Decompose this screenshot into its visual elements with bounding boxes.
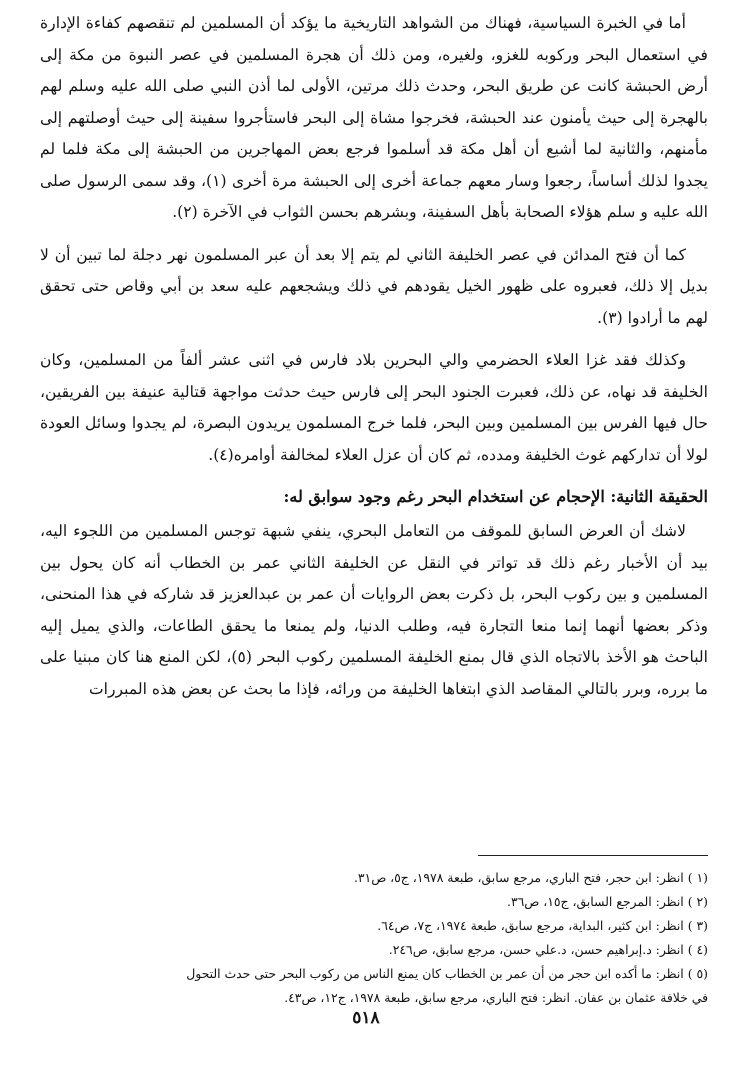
footnote-number: (٣ )	[687, 918, 708, 933]
footnote-separator	[478, 855, 708, 856]
footnote-text: انظر: ابن كثير، البداية، مرجع سابق، طبعة ١٩٧٤، ج٧، ص٦٤.	[377, 918, 684, 933]
footnote-text: انظر: د.إبراهيم حسن، د.علي حسن، مرجع سابق، ص٢٤٦.	[388, 942, 684, 957]
footnote-text: انظر: المرجع السابق، ج١٥، ص٣٦.	[507, 894, 684, 909]
footnote-number: (١ )	[687, 870, 708, 885]
footnote-3	[40, 914, 708, 938]
paragraph-3: وكذلك فقد غزا العلاء الحضرمي والي البحرين بلاد فارس في اثنى عشر ألفاً من المسلمين، وكان الخليفة قد نهاه، عن ذلك، فعبرت الجنود البحر إلى فارس حيث حدثت مواجهة قتالية عنيفة بين الفريقين، حال فيها الفرس بين المسلمين وبين البحر، فلما خرج المسلمون يريدون البصرة، لم يجدوا وسائل العودة لولا أن تداركهم غوث الخليفة ومدده، ثم كان أن عزل العلاء لمخالفة أوامره(٤).	[40, 351, 708, 464]
paragraph-4: لاشك أن العرض السابق للموقف من التعامل البحري، ينفي شبهة توجس المسلمين من اللجوء اليه، بيد أن الأخبار رغم ذلك قد تواتر في النقل عن الخليفة الثاني عمر بن الخطاب أنه كان يحول بين المسلمين و بين ركوب البحر، بل ذكرت بعض الروايات أن عمر بن عبدالعزيز قد شاركه في هذا المنحنى، وذكر بعضها أنهما إنما منعا التجارة فيه، وطلب الدنيا، ولم يمنعا ما يحقق الطاعات، والذي يميل إليه الباحث هو الأخذ بالاتجاه الذي قال بمنع الخليفة المسلمين ركوب البحر (٥)، لكن المنع هنا كان مبنيا على ما برره، وبرر بالتالي المقاصد الذي ابتغاها الخليفة من ورائه، فإذا ما بحث عن بعض هذه المبررات	[40, 522, 708, 698]
paragraph-1: أما في الخبرة السياسية، فهناك من الشواهد التاريخية ما يؤكد أن المسلمين لم تنقصهم كفاءة الإدارة في استعمال البحر وركوبه للغزو، ولغيره، ومن ذلك أن هجرة المسلمين في عصر النبوة من مكة إلى أرض الحبشة كانت عن طريق البحر، وحدث ذلك مرتين، الأولى لما أذن النبي صلى الله عليه وسلم لهم بالهجرة إلى حيث يأمنون عند الحبشة، فخرجوا مشاة إلى البحر فاستأجروا سفينة إلى حيث أوصلتهم إلى مأمنهم، والثانية لما أشيع أن أهل مكة قد أسلموا فرجع بعض المهاجرين من الحبشة إلى مكة فلما لم يجدوا لذلك أساساً، رجعوا وسار معهم جماعة أخرى إلى الحبشة مرة أخرى (١)، وقد سمى الرسول صلى الله عليه و سلم هؤلاء الصحابة بأهل السفينة، وبشرهم بحسن الثواب في الآخرة (٢).	[40, 14, 709, 221]
footnotes	[40, 866, 708, 1010]
footnote-number: (٢ )	[687, 894, 708, 909]
main-text	[40, 8, 708, 716]
footnote-number: (٥ )	[687, 966, 708, 981]
footnote-2	[40, 890, 708, 914]
footnote-4	[40, 938, 708, 962]
footnote-text: انظر: ابن حجر، فتح الباري، مرجع سابق، طبعة ١٩٧٨، ج٥، ص٣١.	[353, 870, 684, 885]
section-heading: الحقيقة الثانية: الإحجام عن استخدام البحر رغم وجود سوابق له:	[283, 487, 708, 506]
footnote-number: (٤ )	[687, 942, 708, 957]
footnote-5-continuation: في خلافة عثمان بن عفان. انظر: فتح الباري، مرجع سابق، طبعة ١٩٧٨، ج١٢، ص٤٣.	[284, 990, 708, 1005]
page-number: ٥١٨	[352, 1008, 380, 1028]
footnote-1	[40, 866, 708, 890]
footnote-text: انظر: ما أكده ابن حجر من أن عمر بن الخطاب كان يمنع الناس من ركوب البحر حتى حدث التحول	[186, 966, 684, 981]
paragraph-2: كما أن فتح المدائن في عصر الخليفة الثاني لم يتم إلا بعد أن عبر المسلمون نهر دجلة لما تبين أن لا بديل إلا ذلك، فعبروه على ظهور الخيل يقودهم في ذلك ويشجعهم عليه سعد بن أبي وقاص حتى تحقق لهم ما أرادوا (٣).	[40, 245, 708, 327]
footnote-5	[40, 962, 708, 986]
